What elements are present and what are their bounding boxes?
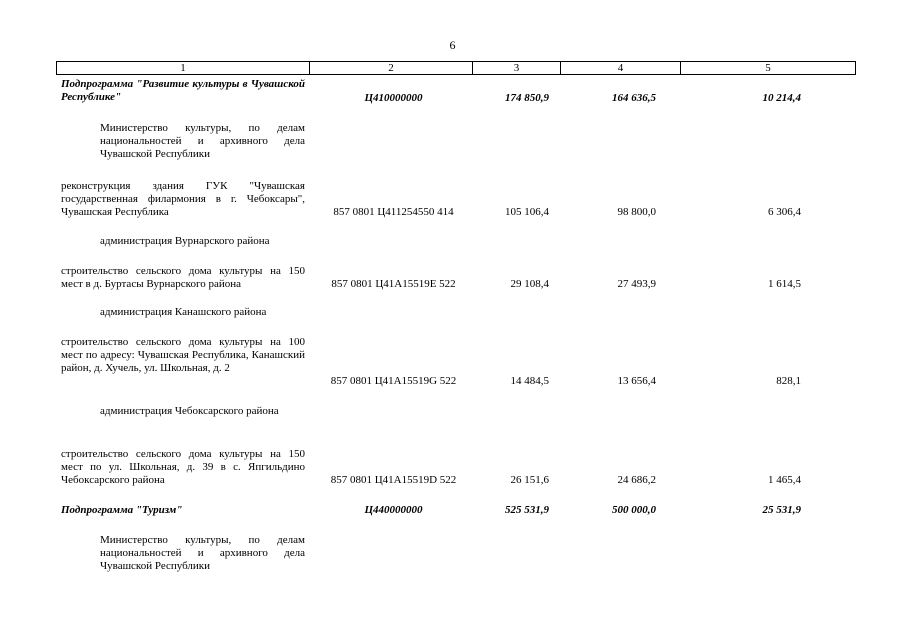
row-code: 857 0801 Ц41А15519Е 522 xyxy=(331,278,456,290)
row-value-4: 98 800,0 xyxy=(617,206,656,218)
page-number: 6 xyxy=(449,38,456,52)
header-col-5: 5 xyxy=(765,62,771,74)
row-description: Министерство культуры, по делам национальностей и архивного дела Чувашской Республики xyxy=(100,122,305,160)
row-value-4: 500 000,0 xyxy=(612,504,656,516)
row-value-5: 25 531,9 xyxy=(762,504,801,516)
row-value-5: 828,1 xyxy=(776,375,801,387)
header-col-2: 2 xyxy=(310,62,473,74)
row-description: строительство сельского дома культуры на 150 мест в д. Буртасы Вурнарского района xyxy=(61,265,305,290)
row-value-4: 13 656,4 xyxy=(617,375,656,387)
row-description: Подпрограмма "Туризм" xyxy=(61,504,183,516)
row-description: Подпрограмма "Развитие культуры в Чувашской Республике" xyxy=(61,78,305,103)
row-value-5: 6 306,4 xyxy=(768,206,801,218)
row-value-4: 27 493,9 xyxy=(617,278,656,290)
row-description: реконструкция здания ГУК "Чувашская государственная филармония в г. Чебоксары", Чувашская Республика xyxy=(61,180,305,218)
row-value-3: 105 106,4 xyxy=(505,206,549,218)
table-header xyxy=(56,61,856,75)
header-col-4: 4 xyxy=(561,62,681,74)
row-value-4: 164 636,5 xyxy=(612,92,656,104)
row-value-5: 1 614,5 xyxy=(768,278,801,290)
row-description: администрация Вурнарского района xyxy=(100,235,270,247)
row-code: Ц440000000 xyxy=(364,504,423,516)
header-col-3: 3 xyxy=(473,62,561,74)
row-value-5: 10 214,4 xyxy=(762,92,801,104)
row-value-4: 24 686,2 xyxy=(617,474,656,486)
row-description: Министерство культуры, по делам национальностей и архивного дела Чувашской Республики xyxy=(100,534,305,572)
row-code: 857 0801 Ц41А15519D 522 xyxy=(330,474,457,486)
row-value-3: 26 151,6 xyxy=(510,474,549,486)
row-description: строительство сельского дома культуры на 150 мест по ул. Школьная, д. 39 в с. Япгильдино Чебоксарского района xyxy=(61,448,305,486)
row-value-3: 174 850,9 xyxy=(505,92,549,104)
row-code: 857 0801 Ц41А15519G 522 xyxy=(330,375,457,387)
row-code: 857 0801 Ц411254550 414 xyxy=(333,206,454,218)
row-description: администрация Канашского района xyxy=(100,306,267,318)
row-value-3: 525 531,9 xyxy=(505,504,549,516)
row-code: Ц410000000 xyxy=(364,92,423,104)
row-description: администрация Чебоксарского района xyxy=(100,405,279,417)
row-description: строительство сельского дома культуры на 100 мест по адресу: Чувашская Республика, Канашский район, д. Хучель, ул. Школьная, д. 2 xyxy=(61,336,305,374)
header-col-1: 1 xyxy=(57,62,310,74)
row-value-5: 1 465,4 xyxy=(768,474,801,486)
row-value-3: 14 484,5 xyxy=(510,375,549,387)
row-value-3: 29 108,4 xyxy=(510,278,549,290)
